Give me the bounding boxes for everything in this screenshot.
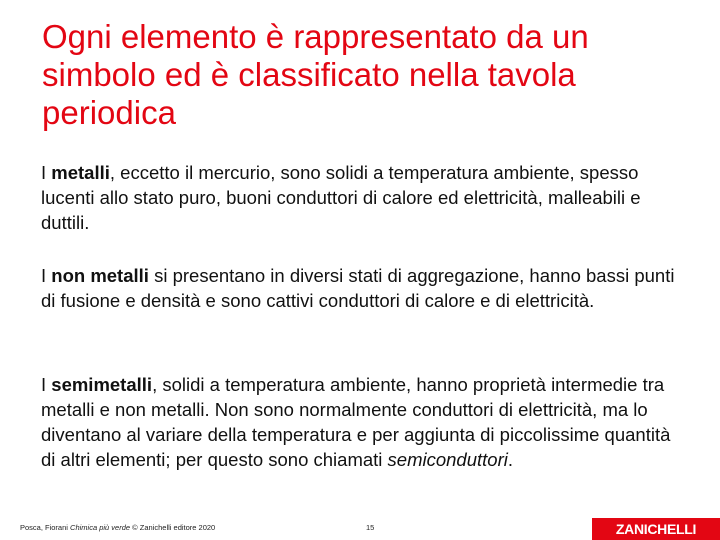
credit-publisher: © Zanichelli editore 2020 <box>130 523 216 532</box>
paragraph-non-metalli <box>41 263 681 313</box>
paragraph-text: , solidi a temperatura ambiente, hanno proprietà intermedie tra metalli e non metalli. Non sono normalmente conduttori di elettricità, ma lo diventano al variare della temperatura e per aggiunta di piccolissime quantità di altri elementi; per questo sono chiamati <box>41 374 671 470</box>
paragraph-text: si presentano in diversi stati di aggregazione, hanno bassi punti di fusione e densità e sono cattivi conduttori di calore e di elettricità. <box>41 265 675 311</box>
slide-title: Ogni elemento è rappresentato da un simbolo ed è classificato nella tavola periodica <box>42 18 589 131</box>
credit-book-title: Chimica più verde <box>70 523 131 532</box>
paragraph-text: , eccetto il mercurio, sono solidi a temperatura ambiente, spesso lucenti allo stato puro, buoni conduttori di calore ed elettricità, malleabili e duttili. <box>41 162 641 233</box>
publisher-logo: ZANICHELLI <box>592 518 720 540</box>
term-semiconduttori: semiconduttori <box>387 449 508 470</box>
paragraph-prefix: I <box>41 162 52 183</box>
paragraph-prefix: I <box>41 265 52 286</box>
paragraph-metalli <box>41 160 681 235</box>
page-number: 15 <box>366 523 375 532</box>
paragraph-semimetalli <box>41 372 681 472</box>
term-semimetalli: semimetalli <box>51 374 153 395</box>
paragraph-suffix: . <box>507 449 513 470</box>
term-non-metalli: non metalli <box>51 265 149 286</box>
credit-authors: Posca, Fiorani <box>20 523 71 532</box>
term-metalli: metalli <box>51 162 110 183</box>
paragraph-prefix: I <box>41 374 52 395</box>
footer-credit <box>20 523 215 532</box>
